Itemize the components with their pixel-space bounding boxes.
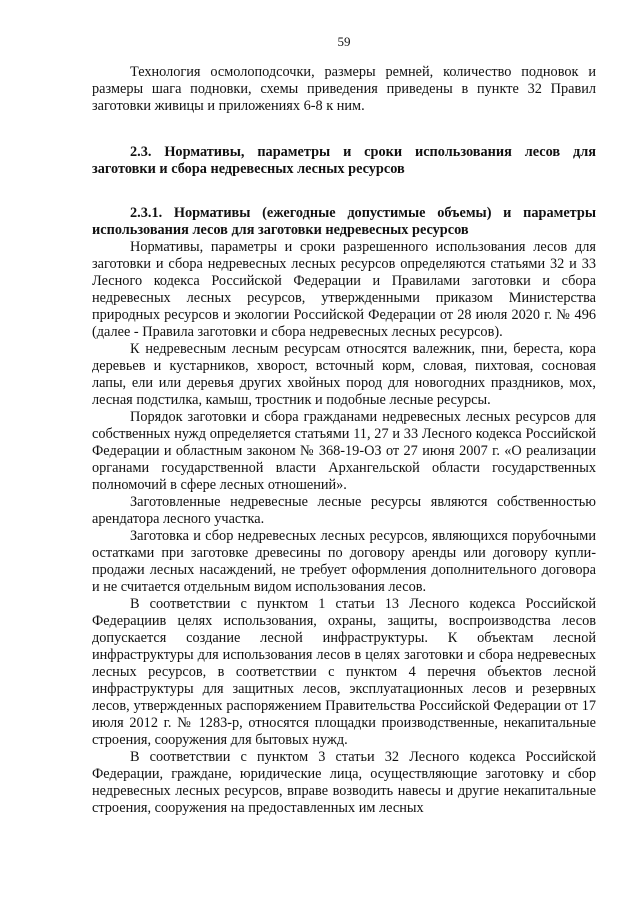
body-paragraph: К недревесным лесным ресурсам относятся валежник, пни, береста, кора деревьев и кустарников, хворост, всточный корм, словая, пихтовая, сосновая лапы, ели или деревья других хвойных пород для новогодних праздников, мох, лесная подстилка, камыш, тростник и подобные лесные ресурсы. — [92, 341, 596, 408]
subsection-heading: 2.3.1. Нормативы (ежегодные допустимые объемы) и параметры использования лесов для заготовки недревесных ресурсов — [92, 205, 596, 238]
intro-paragraph: Технология осмолоподсочки, размеры ремней, количество подновок и размеры шага подновки, схемы приведения приведены в пункте 32 Правил заготовки живицы и приложениях 6-8 к ним. — [92, 64, 596, 114]
body-paragraph: Нормативы, параметры и сроки разрешенного использования лесов для заготовки и сбора недревесных лесных ресурсов определяются статьями 32 и 33 Лесного кодекса Российской Федерации и Правилами заготовки и сбора недревесных лесных ресурсов, утвержденными приказом Министерства природных ресурсов и экологии Российской Федерации от 28 июля 2020 г. № 496 (далее - Правила заготовки и сбора недревесных лесных ресурсов). — [92, 239, 596, 340]
body-paragraph: Заготовка и сбор недревесных лесных ресурсов, являющихся порубочными остатками при заготовке древесины по договору аренды или договору купли-продажи лесных насаждений, не требует оформления дополнительного договора и не считается отдельным видом использования лесов. — [92, 528, 596, 595]
section-heading: 2.3. Нормативы, параметры и сроки использования лесов для заготовки и сбора недревесных лесных ресурсов — [92, 144, 596, 177]
body-paragraph: Заготовленные недревесные лесные ресурсы являются собственностью арендатора лесного участка. — [92, 494, 596, 527]
spacer — [92, 115, 596, 144]
body-paragraph: В соответствии с пунктом 1 статьи 13 Лесного кодекса Российской Федерациив целях использования, охраны, защиты, воспроизводства лесов допускается создание лесной инфраструктуры. К объектам лесной инфраструктуры для использования лесов в целях заготовки и сбора недревесных лесных ресурсов, в соответствии с пунктом 4 перечня объектов лесной инфраструктуры для защитных лесов, эксплуатационных лесов и резервных лесов, утвержденных распоряжением Правительства Российской Федерации от 17 июля 2012 г. № 1283-р, относятся площадки производственные, некапитальные строения, сооружения для бытовых нужд. — [92, 596, 596, 748]
spacer — [92, 178, 596, 205]
page-number: 59 — [337, 34, 351, 49]
body-paragraph: В соответствии с пунктом 3 статьи 32 Лесного кодекса Российской Федерации, граждане, юридические лица, осуществляющие заготовку и сбор недревесных лесных ресурсов, вправе возводить навесы и другие некапитальные строения, сооружения на предоставленных им лесных — [92, 749, 596, 816]
body-paragraph: Порядок заготовки и сбора гражданами недревесных лесных ресурсов для собственных нужд определяется статьями 11, 27 и 33 Лесного кодекса Российской Федерации и областным законом № 368-19-ОЗ от 27 июня 2007 г. «О реализации органами государственной власти Архангельской области государственных полномочий в сфере лесных отношений». — [92, 409, 596, 493]
document-page — [92, 34, 596, 817]
